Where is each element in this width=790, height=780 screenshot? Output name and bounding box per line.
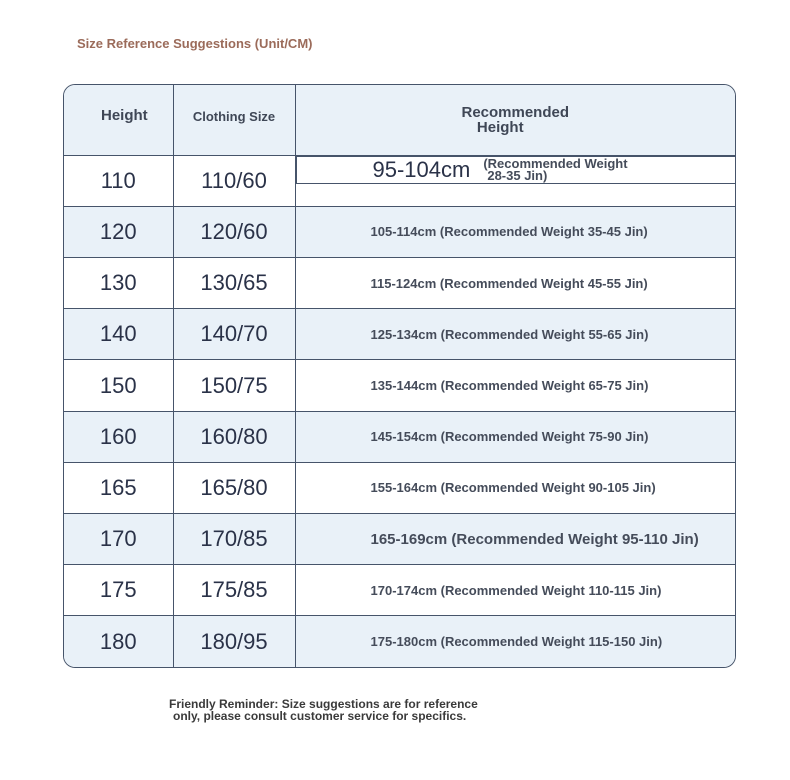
cell-recommended: 105-114cm (Recommended Weight 35-45 Jin) [295,206,735,257]
size-table [63,84,736,668]
cell-clothing-size: 160/80 [173,411,295,462]
cell-clothing-size: 140/70 [173,309,295,360]
table-row [64,309,735,360]
friendly-reminder [169,698,478,722]
table-row [64,258,735,309]
cell-clothing-size: 120/60 [173,206,295,257]
cell-clothing-size: 170/85 [173,513,295,564]
header-recommended-line2: Height [476,118,524,136]
table-row [64,360,735,411]
page-title: Size Reference Suggestions (Unit/CM) [77,36,313,51]
cell-height: 120 [64,206,173,257]
table-row [64,411,735,462]
cell-clothing-size: 165/80 [173,462,295,513]
reminder-line2: only, please consult customer service for specifics. [173,709,467,723]
cell-recommended: 170-174cm (Recommended Weight 110-115 Jin) [295,565,735,616]
cell-clothing-size: 175/85 [173,565,295,616]
header-clothing-size: Clothing Size [173,85,295,155]
cell-recommended [296,156,736,184]
cell-height: 165 [64,462,173,513]
table-row [64,462,735,513]
cell-recommended-height: 95-104cm [372,156,471,182]
cell-height: 170 [64,513,173,564]
reminder-line1: Friendly Reminder: Size suggestions are for reference [169,697,478,711]
cell-recommended: 175-180cm (Recommended Weight 115-150 Jin) [295,616,735,667]
header-recommended-line1: Recommended [461,103,570,121]
cell-recommended-weight-line1: (Recommended Weight [483,155,628,171]
table-row [64,616,735,667]
cell-recommended: 135-144cm (Recommended Weight 65-75 Jin) [295,360,735,411]
cell-height: 130 [64,258,173,309]
cell-recommended: 125-134cm (Recommended Weight 55-65 Jin) [295,309,735,360]
cell-recommended-weight [483,155,628,183]
cell-height: 150 [64,360,173,411]
header-height: Height [64,85,173,155]
cell-height: 175 [64,565,173,616]
table-row [64,513,735,564]
cell-height: 110 [64,155,173,206]
cell-recommended: 155-164cm (Recommended Weight 90-105 Jin) [295,462,735,513]
table-header-row [64,85,735,155]
cell-recommended: 145-154cm (Recommended Weight 75-90 Jin) [295,411,735,462]
cell-clothing-size: 180/95 [173,616,295,667]
cell-recommended: 115-124cm (Recommended Weight 45-55 Jin) [295,258,735,309]
header-recommended-height [295,85,735,155]
cell-height: 180 [64,616,173,667]
table-row [64,206,735,257]
cell-clothing-size: 150/75 [173,360,295,411]
cell-clothing-size: 110/60 [173,155,295,206]
cell-recommended: 165-169cm (Recommended Weight 95-110 Jin) [295,513,735,564]
table-row [64,565,735,616]
cell-height: 140 [64,309,173,360]
cell-height: 160 [64,411,173,462]
table-row [64,155,735,206]
cell-recommended-weight-line2: 28-35 Jin) [487,167,548,183]
cell-clothing-size: 130/65 [173,258,295,309]
